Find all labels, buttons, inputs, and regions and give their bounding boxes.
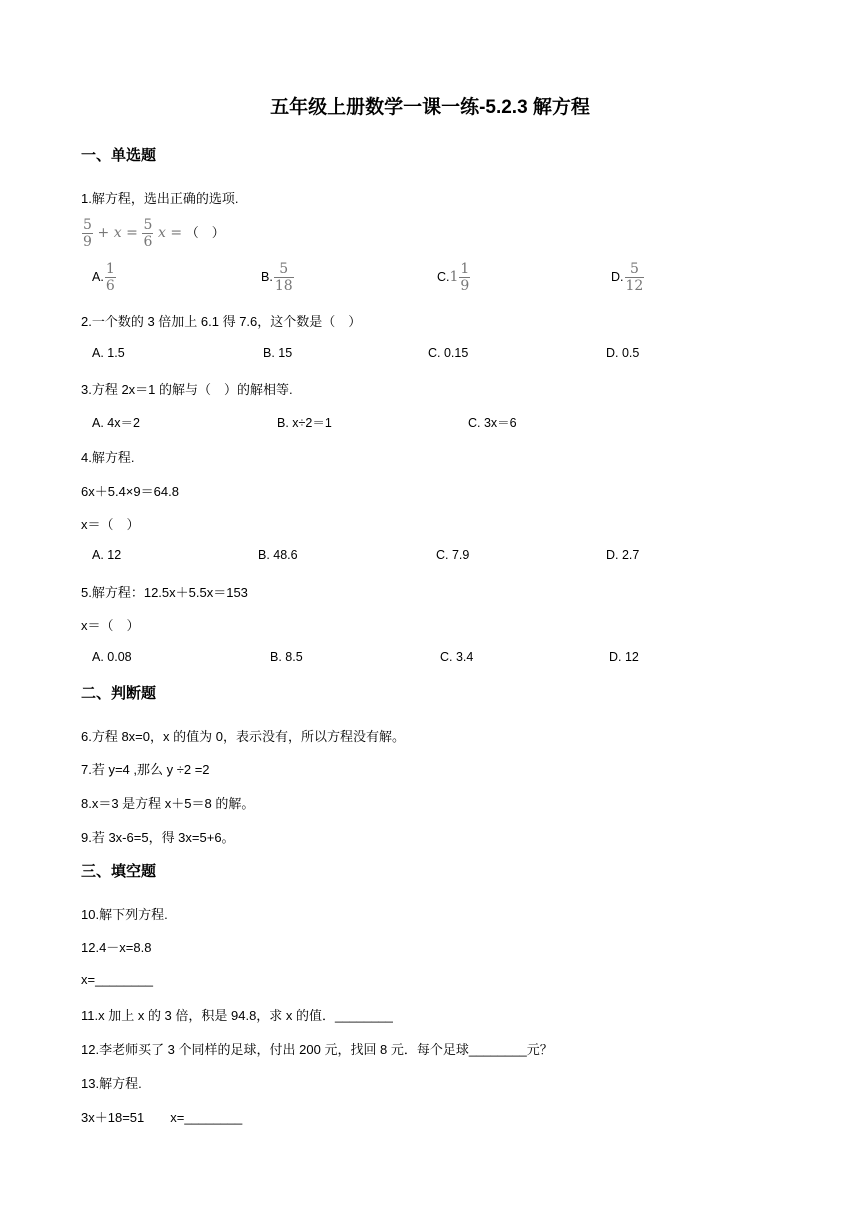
question-4-option-d: D. 2.7 [606,548,640,562]
question-3-stem: 3.方程 2x＝1 的解与（ ）的解相等. [81,382,293,397]
question-7-stem: 7.若 y=4 ,那么 y ÷2 =2 [81,762,210,777]
question-2-stem: 2.一个数的 3 倍加上 6.1 得 7.6，这个数是（ ） [81,314,362,329]
question-4-answer-line: x＝（ ） [81,517,140,532]
fraction-5-6: $\frac{5}{6}$ [143,217,153,250]
question-3-option-b: B. x÷2＝1 [277,416,332,430]
question-1-equation [81,218,225,249]
question-3-option-a: A. 4x＝2 [92,416,140,430]
fraction-5-9: $\frac{5}{9}$ [83,217,92,250]
answer-blank[interactable]: ________ [184,1110,243,1125]
equation-x-equals: x = [157,224,183,241]
answer-blank[interactable]: ________ [468,1042,527,1057]
question-4-equation: 6x＋5.4×9＝64.8 [81,484,179,499]
question-11-stem: 11.x 加上 x 的 3 倍，积是 94.8，求 x 的值．________ [81,1008,393,1023]
question-4-option-a: A. 12 [92,548,122,562]
question-6-stem: 6.方程 8x=0，x 的值为 0，表示没有，所以方程没有解。 [81,729,405,744]
question-5-answer-line: x＝（ ） [81,618,140,633]
question-2-option-a: A. 1.5 [92,346,125,360]
question-5-option-b: B. 8.5 [270,650,303,664]
question-1-stem: 1.解方程，选出正确的选项. [81,191,239,206]
question-10-stem: 10.解下列方程. [81,907,168,922]
question-5-option-d: D. 12 [609,650,639,664]
question-13-equation: 3x＋18=51 x=________ [81,1110,243,1125]
question-4-option-c: C. 7.9 [436,548,470,562]
question-9-stem: 9.若 3x-6=5，得 3x=5+6。 [81,830,235,845]
question-2-option-b: B. 15 [263,346,293,360]
question-1-option-d: D. $\frac{5}{12}$ [611,261,644,294]
question-4-option-b: B. 48.6 [258,548,298,562]
question-5-stem: 5.解方程：12.5x＋5.5x＝153 [81,585,248,600]
question-10-equation: 12.4－x=8.8 [81,940,152,955]
equation-operator: + x = [97,224,138,241]
question-1-option-c: C.1 $\frac{1}{9}$ [437,261,470,294]
answer-blank[interactable]: ________ [335,1008,393,1023]
question-5-option-c: C. 3.4 [440,650,474,664]
question-13-stem: 13.解方程. [81,1076,142,1091]
answer-paren: （ ） [185,224,225,240]
question-1-option-a: A. $\frac{1}{6}$ [92,261,115,294]
question-10-answer-line: x=________ [81,972,153,987]
question-2-option-c: C. 0.15 [428,346,469,360]
answer-blank[interactable]: ________ [95,972,153,987]
section-heading-single-choice: 一、单选题 [81,147,157,164]
question-8-stem: 8.x＝3 是方程 x＋5＝8 的解。 [81,796,255,811]
page-title: 五年级上册数学一课一练-5.2.3 解方程 [270,97,590,118]
question-3-option-c: C. 3x＝6 [468,416,517,430]
question-1-option-b: B. $\frac{5}{18}$ [261,261,293,294]
question-5-option-a: A. 0.08 [92,650,132,664]
question-12-stem: 12.李老师买了 3 个同样的足球，付出 200 元，找回 8 元．每个足球________元？ [81,1042,553,1057]
question-4-stem: 4.解方程. [81,450,135,465]
section-heading-true-false: 二、判断题 [81,685,157,702]
question-2-option-d: D. 0.5 [606,346,640,360]
section-heading-fill-blank: 三、填空题 [81,863,157,880]
